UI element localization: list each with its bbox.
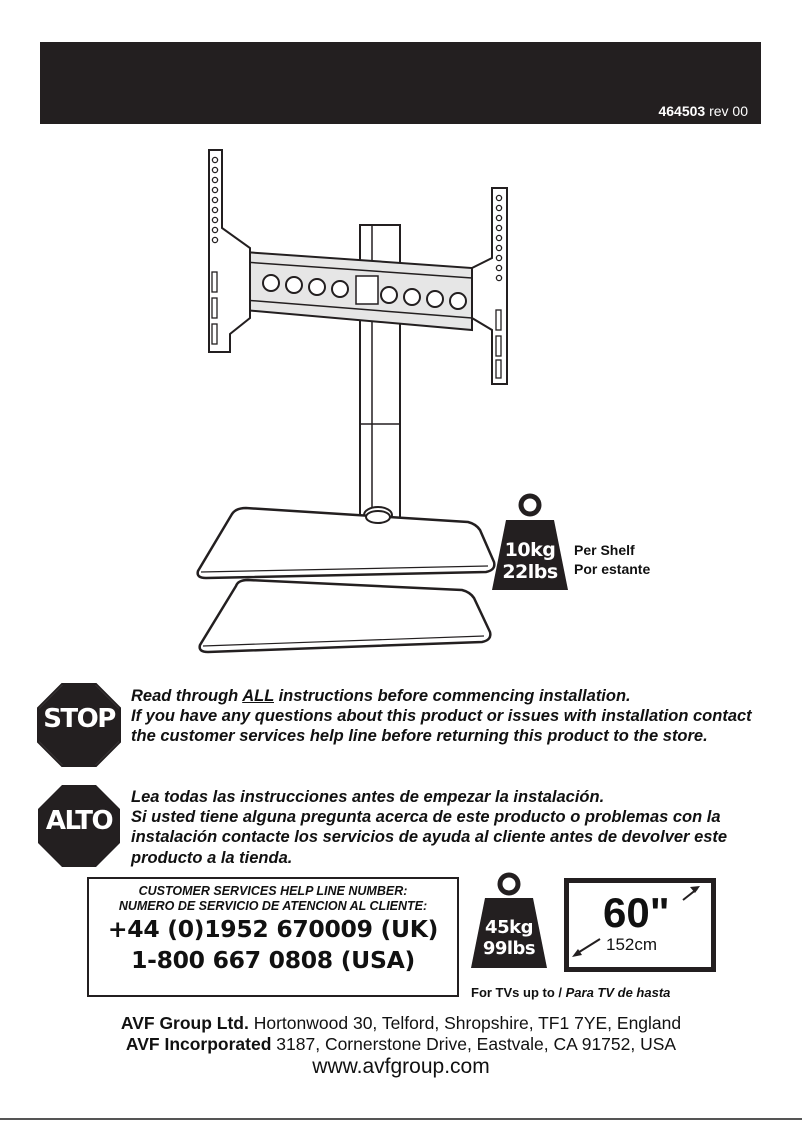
warning-es-first: Lea todas las instrucciones antes de empezar la instalación.	[131, 788, 605, 806]
revision: rev 00	[709, 103, 748, 119]
tv-note-es: Para TV de hasta	[565, 985, 671, 1000]
shelf-note-en: Per Shelf	[574, 542, 635, 558]
tv-note-en: For TVs up to /	[471, 985, 566, 1000]
warning-en-post: instructions before commencing installation.	[274, 687, 631, 705]
helpline-label-en: CUSTOMER SERVICES HELP LINE NUMBER:	[138, 884, 408, 898]
shelf-note	[574, 541, 650, 579]
tv-size-cm: 152cm	[606, 935, 658, 954]
warning-en-pre: Read through	[131, 687, 243, 705]
phone-usa[interactable]: 1-800 667 0808 (USA)	[131, 946, 415, 974]
shelf-note-es: Por estante	[574, 561, 651, 577]
product-code: 464503	[658, 103, 706, 119]
warning-spanish	[131, 787, 771, 868]
tv-size-inch: 60"	[603, 889, 670, 936]
shelf-weight-values	[496, 539, 564, 583]
helpline-label-es: NUMERO DE SERVICIO DE ATENCION AL CLIENTE:	[118, 899, 428, 913]
stop-sign-label: STOP	[43, 704, 115, 734]
warning-english	[131, 686, 771, 747]
company-us	[0, 1034, 802, 1055]
tv-weight-lbs: 99lbs	[482, 938, 536, 959]
company-uk-name: AVF Group Ltd.	[120, 1013, 249, 1033]
company-us-address: 3187, Cornerstone Drive, Eastvale, CA 91752, USA	[271, 1034, 677, 1054]
helpline-box	[87, 877, 459, 997]
bottom-rule	[0, 1118, 802, 1120]
upper-shelf	[198, 508, 495, 578]
alto-sign-label: ALTO	[45, 806, 113, 836]
tv-weight-kg: 45kg	[485, 917, 533, 938]
company-uk	[0, 1013, 802, 1034]
phone-uk[interactable]: +44 (0)1952 670009 (UK)	[107, 915, 439, 943]
tv-capacity-note	[471, 985, 670, 1000]
shelf-weight-lbs: 22lbs	[502, 561, 558, 583]
warning-en-emphasis: ALL	[242, 687, 274, 705]
tv-weight-values	[475, 917, 543, 959]
company-us-name: AVF Incorporated	[125, 1034, 272, 1054]
tv-size-box	[564, 878, 716, 972]
warning-en-body: If you have any questions about this product or issues with installation contact the customer services help line before returning this product to the store.	[131, 707, 752, 746]
shelf-weight-kg: 10kg	[504, 539, 556, 561]
warning-es-body: Si usted tiene alguna pregunta acerca de este producto o problemas con la instalación contacte los servicios de ayuda al cliente antes de devolver este producto a la tienda.	[131, 808, 728, 867]
website-link[interactable]: www.avfgroup.com	[312, 1055, 490, 1078]
company-uk-address: Hortonwood 30, Telford, Shropshire, TF1 7YE, England	[248, 1013, 682, 1033]
